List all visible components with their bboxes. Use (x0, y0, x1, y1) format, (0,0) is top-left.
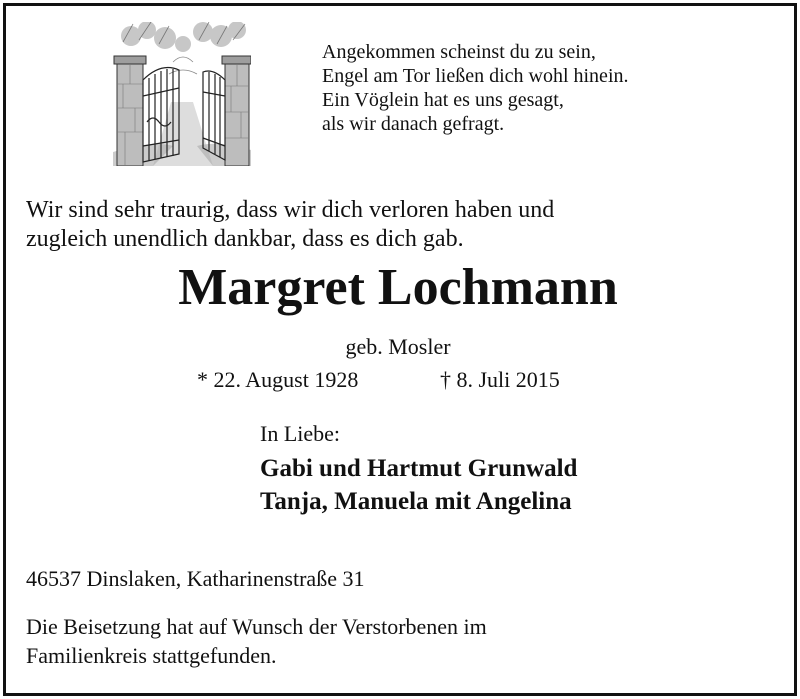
notice-line: Familienkreis stattgefunden. (26, 643, 277, 668)
mourner-line: Tanja, Manuela mit Angelina (260, 488, 572, 515)
address: 46537 Dinslaken, Katharinenstraße 31 (26, 566, 365, 591)
poem-line: Engel am Tor ließen dich wohl hinein. (322, 65, 629, 87)
mourners-list (260, 452, 577, 518)
mourner-line: Gabi und Hartmut Grunwald (260, 455, 578, 482)
mourners-intro: In Liebe: (260, 421, 341, 446)
death-date: † 8. Juli 2015 (440, 367, 560, 392)
poem-line: Angekommen scheinst du zu sein, (322, 41, 596, 63)
intro-line: zugleich unendlich dankbar, dass es dich gab. (26, 226, 464, 252)
garden-gate-icon (113, 22, 251, 166)
intro-text (26, 196, 554, 254)
birth-name: geb. Mosler (345, 334, 451, 359)
poem (322, 40, 629, 136)
deceased-name: Margret Lochmann (178, 259, 618, 316)
birth-date: * 22. August 1928 (197, 367, 359, 392)
poem-line: als wir danach gefragt. (322, 113, 505, 135)
poem-line: Ein Vöglein hat es uns gesagt, (322, 89, 564, 111)
intro-line: Wir sind sehr traurig, dass wir dich verloren haben und (26, 197, 555, 223)
burial-notice (26, 612, 487, 670)
notice-line: Die Beisetzung hat auf Wunsch der Verstorbenen im (26, 614, 487, 639)
